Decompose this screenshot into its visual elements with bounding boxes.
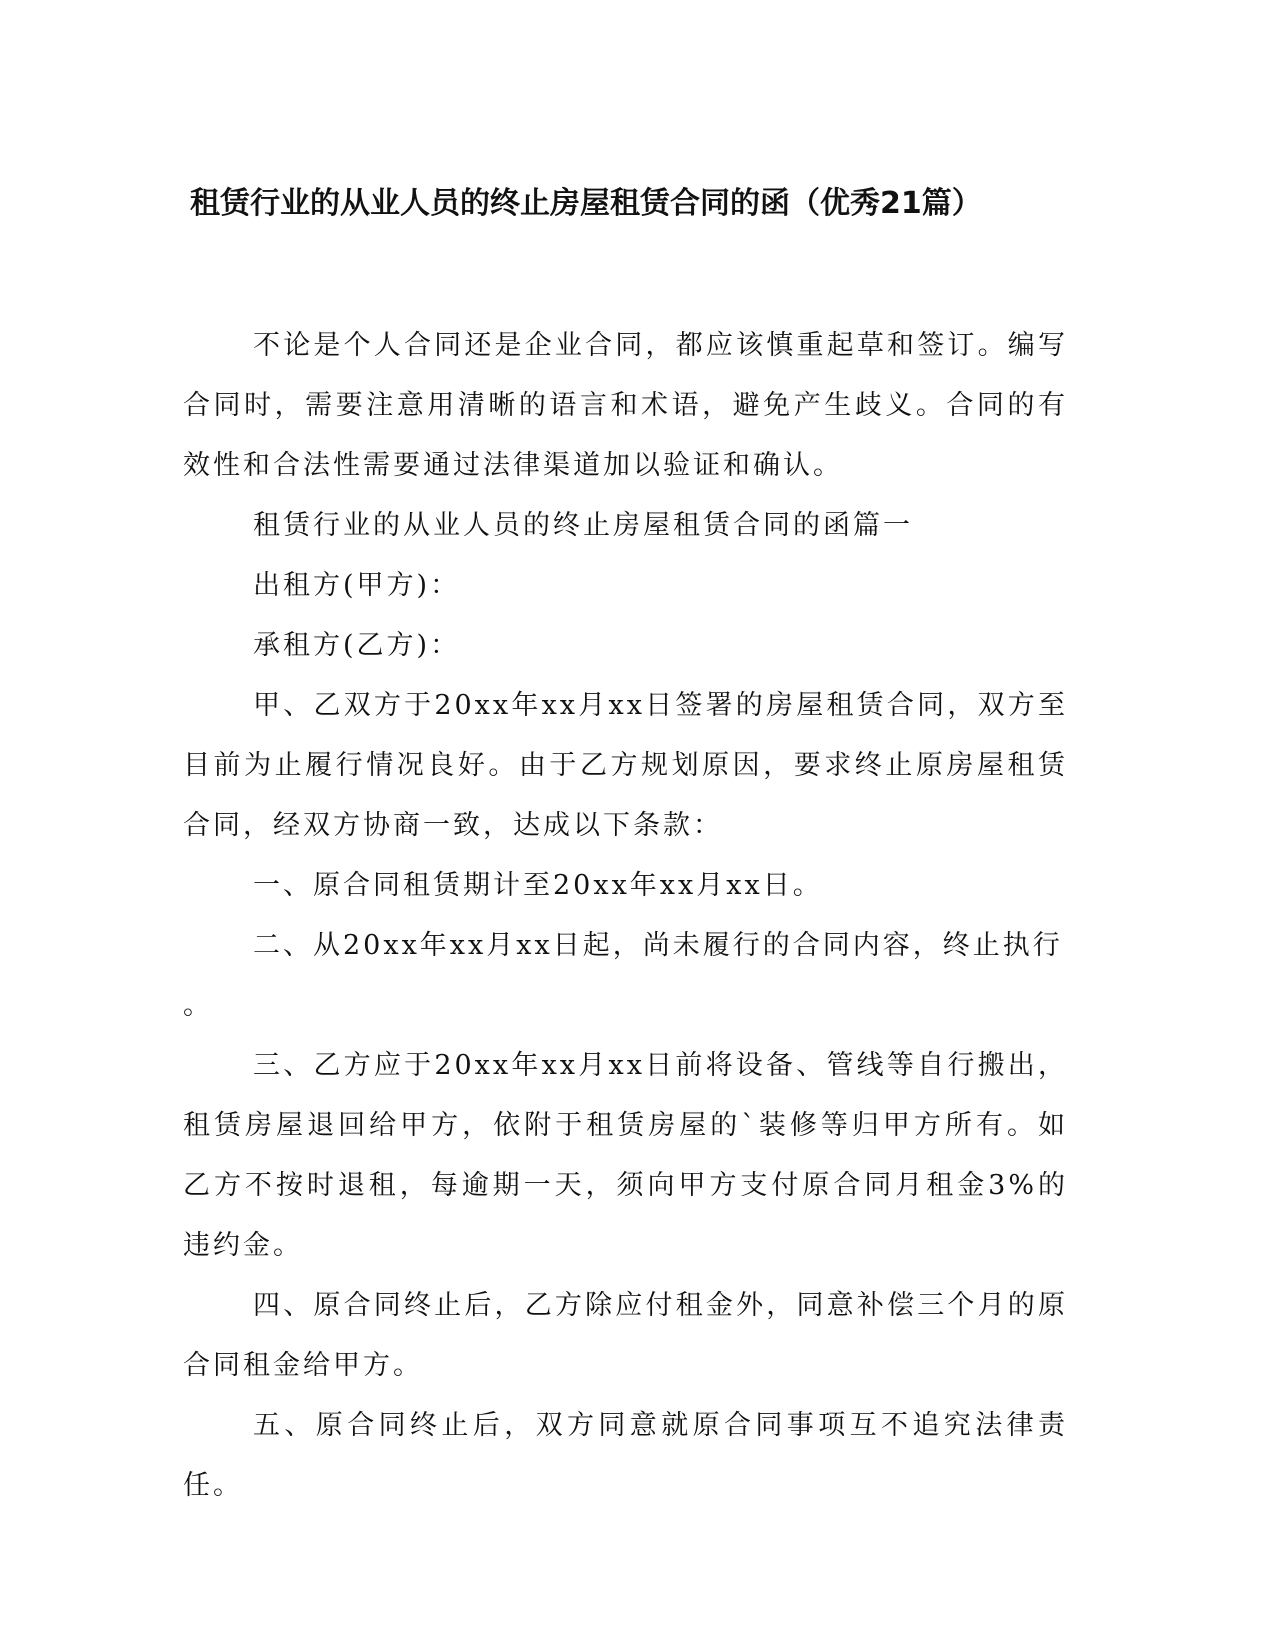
paragraph-clause-4: 四、原合同终止后，乙方除应付租金外，同意补偿三个月的原合同租金给甲方。: [183, 1290, 1068, 1381]
paragraph-clause-2: 二、从20xx年xx月xx日起，尚未履行的合同内容，终止执行: [253, 930, 1063, 961]
paragraph-clause-1: 一、原合同租赁期计至20xx年xx月xx日。: [253, 870, 823, 901]
paragraph-clause-3: 三、乙方应于20xx年xx月xx日前将设备、管线等自行搬出，租赁房屋退回给甲方，依附于租赁房屋的`装修等归甲方所有。如乙方不按时退租，每逾期一天，须向甲方支付原合同月租金3%的违约金。: [183, 1050, 1068, 1261]
paragraph-agreement: 甲、乙双方于20xx年xx月xx日签署的房屋租赁合同，双方至目前为止履行情况良好。由于乙方规划原因，要求终止原房屋租赁合同，经双方协商一致，达成以下条款：: [183, 690, 1068, 841]
paragraph-lessor: 出租方(甲方)：: [253, 570, 461, 601]
paragraph-clause-5: 五、原合同终止后，双方同意就原合同事项互不追究法律责任。: [183, 1410, 1068, 1501]
paragraph-section-heading: 租赁行业的从业人员的终止房屋租赁合同的函篇一: [253, 510, 913, 541]
paragraph-intro: 不论是个人合同还是企业合同，都应该慎重起草和签订。编写合同时，需要注意用清晰的语言和术语，避免产生歧义。合同的有效性和合法性需要通过法律渠道加以验证和确认。: [183, 330, 1068, 481]
document-title: 租赁行业的从业人员的终止房屋租赁合同的函（优秀21篇）: [190, 186, 982, 221]
paragraph-lessee: 承租方(乙方)：: [253, 630, 461, 661]
paragraph-clause-2-end: 。: [183, 990, 213, 1021]
document-body: [183, 316, 1068, 1516]
